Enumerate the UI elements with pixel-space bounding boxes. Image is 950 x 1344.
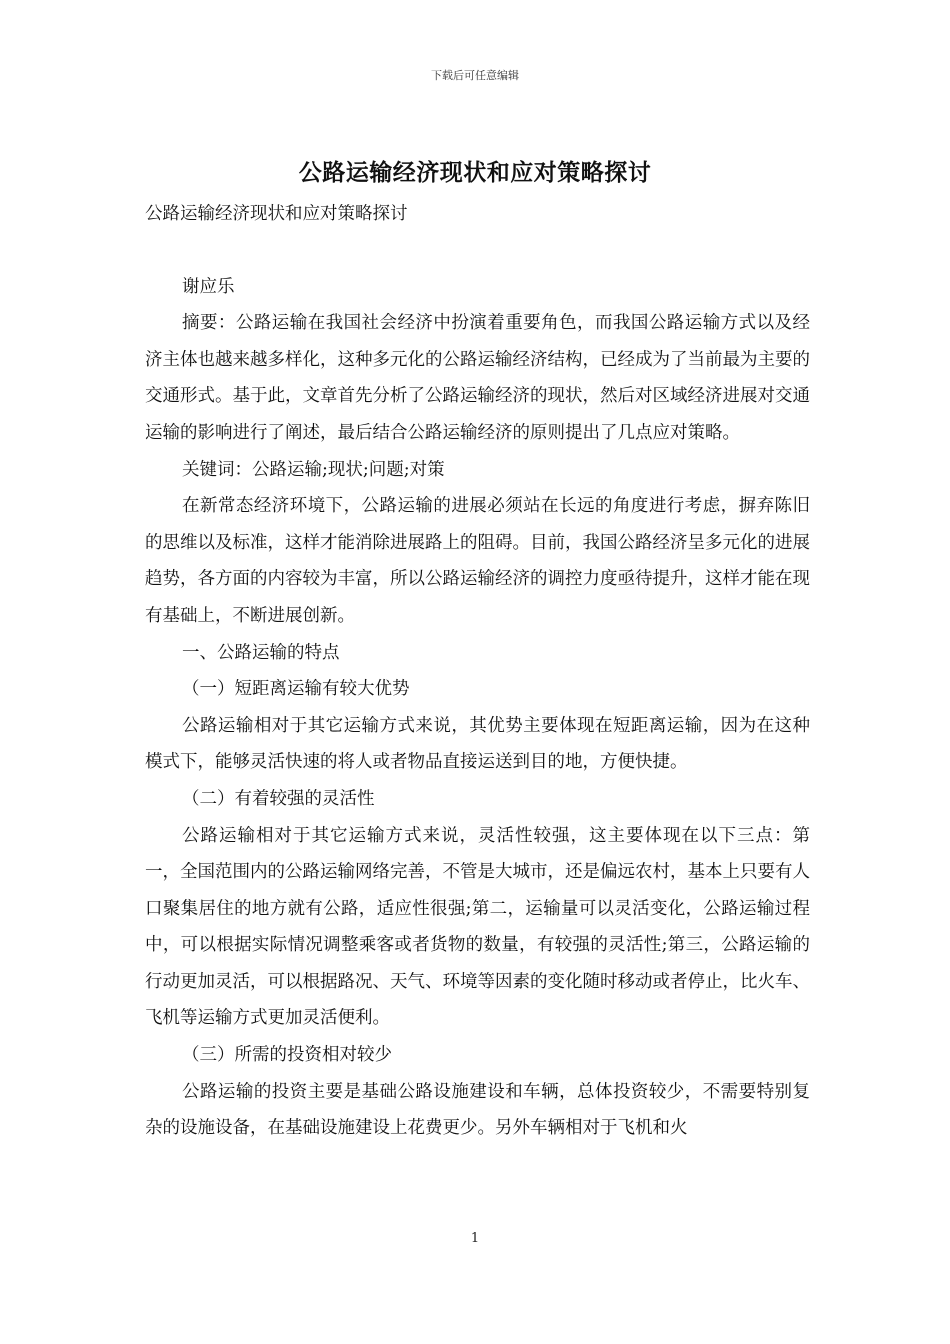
- section-heading: 一、公路运输的特点: [182, 642, 340, 663]
- author-name: 谢应乐: [182, 276, 235, 297]
- document-subtitle: 公路运输经济现状和应对策略探讨: [145, 204, 408, 224]
- body-paragraph: 公路运输相对于其它运输方式来说，其优势主要体现在短距离运输，因为在这种模式下，能够灵活快速的将人或者物品直接运送到目的地，方便快捷。: [145, 715, 810, 773]
- document-title: 公路运输经济现状和应对策略探讨: [298, 159, 652, 186]
- subsection-heading: （三）所需的投资相对较少: [182, 1045, 392, 1066]
- abstract-paragraph: 摘要：公路运输在我国社会经济中扮演着重要角色，而我国公路运输方式以及经济主体也越来越多样化，这种多元化的公路运输经济结构，已经成为了当前最为主要的交通形式。基于此，文章首先分析了公路运输经济的现状，然后对区域经济进展对交通运输的影响进行了阐述，最后结合公路运输经济的原则提出了几点应对策略。: [145, 313, 810, 443]
- subsection-heading: （一）短距离运输有较大优势: [182, 679, 410, 700]
- subsection-heading: （二）有着较强的灵活性: [182, 788, 375, 809]
- intro-paragraph: 在新常态经济环境下，公路运输的进展必须站在长远的角度进行考虑，摒弃陈旧的思维以及标准，这样才能消除进展路上的阻碍。目前，我国公路经济呈多元化的进展趋势，各方面的内容较为丰富，所以公路运输经济的调控力度亟待提升，这样才能在现有基础上，不断进展创新。: [145, 496, 810, 626]
- blank-line: [145, 233, 810, 269]
- page-header: 下载后可任意编辑: [431, 69, 519, 82]
- keywords-paragraph: 关键词：公路运输;现状;问题;对策: [182, 459, 445, 480]
- body-paragraph: 公路运输的投资主要是基础公路设施建设和车辆，总体投资较少，不需要特别复杂的设施设备，在基础设施建设上花费更少。另外车辆相对于飞机和火: [145, 1081, 810, 1139]
- page-number: 1: [470, 1231, 480, 1246]
- body-paragraph: 公路运输相对于其它运输方式来说，灵活性较强，这主要体现在以下三点：第一，全国范围内的公路运输网络完善，不管是大城市，还是偏远农村，基本上只要有人口聚集居住的地方就有公路，适应性很强;第二，运输量可以灵活变化，公路运输过程中，可以根据实际情况调整乘客或者货物的数量，有较强的灵活性;第三，公路运输的行动更加灵活，可以根据路况、天气、环境等因素的变化随时移动或者停止，比火车、飞机等运输方式更加灵活便利。: [145, 825, 810, 1029]
- document-body: [145, 196, 810, 1147]
